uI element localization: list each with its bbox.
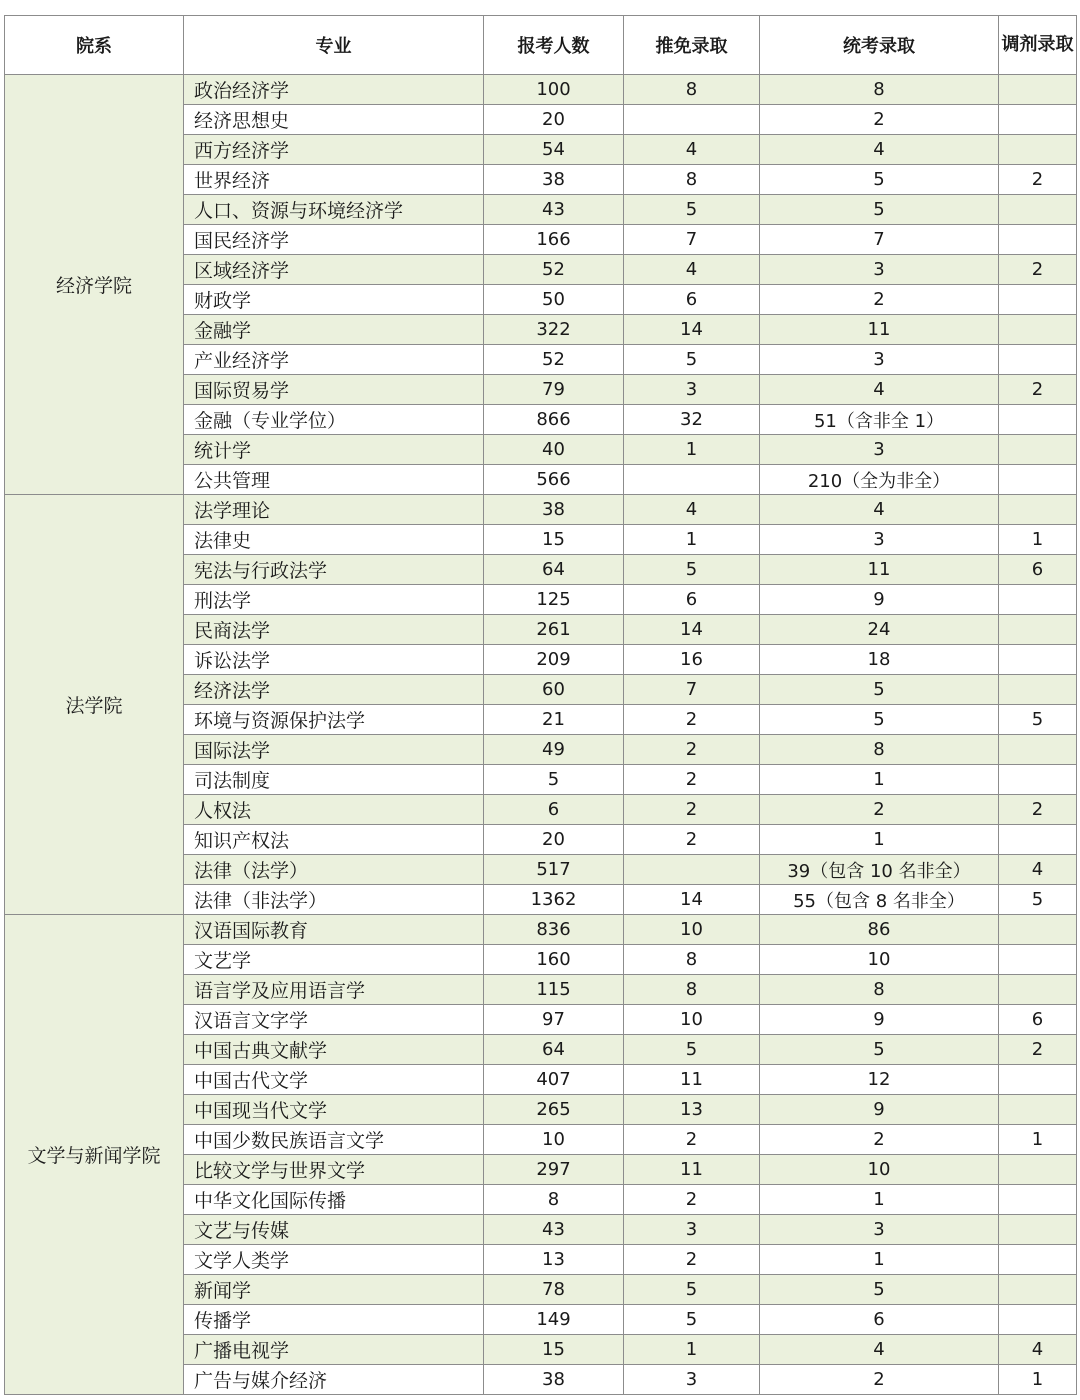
recommended-cell: 16 <box>624 645 760 675</box>
applicants-cell: 115 <box>484 975 624 1005</box>
major-cell: 世界经济 <box>184 165 484 195</box>
applicants-cell: 13 <box>484 1245 624 1275</box>
header-applicants: 报考人数 <box>484 16 624 75</box>
exam-cell: 5 <box>760 165 999 195</box>
applicants-cell: 836 <box>484 915 624 945</box>
major-cell: 法律史 <box>184 525 484 555</box>
transfer-cell <box>999 825 1077 855</box>
applicants-cell: 517 <box>484 855 624 885</box>
exam-cell: 4 <box>760 1335 999 1365</box>
major-cell: 法律（法学） <box>184 855 484 885</box>
dept-cell: 经济学院 <box>5 75 184 495</box>
exam-cell: 1 <box>760 765 999 795</box>
recommended-cell: 2 <box>624 765 760 795</box>
major-cell: 新闻学 <box>184 1275 484 1305</box>
recommended-cell: 3 <box>624 1215 760 1245</box>
recommended-cell: 1 <box>624 1335 760 1365</box>
exam-cell: 8 <box>760 975 999 1005</box>
exam-cell: 11 <box>760 555 999 585</box>
applicants-cell: 100 <box>484 75 624 105</box>
exam-cell: 39（包含 10 名非全） <box>760 855 999 885</box>
recommended-cell: 2 <box>624 1245 760 1275</box>
transfer-cell <box>999 1245 1077 1275</box>
transfer-cell <box>999 135 1077 165</box>
transfer-cell <box>999 645 1077 675</box>
recommended-cell: 4 <box>624 255 760 285</box>
table-row <box>5 495 1077 525</box>
transfer-cell <box>999 945 1077 975</box>
recommended-cell: 7 <box>624 675 760 705</box>
applicants-cell: 866 <box>484 405 624 435</box>
applicants-cell: 149 <box>484 1305 624 1335</box>
recommended-cell: 11 <box>624 1065 760 1095</box>
transfer-cell <box>999 735 1077 765</box>
major-cell: 法学理论 <box>184 495 484 525</box>
applicants-cell: 50 <box>484 285 624 315</box>
major-cell: 国民经济学 <box>184 225 484 255</box>
major-cell: 金融（专业学位） <box>184 405 484 435</box>
admissions-table <box>4 15 1077 1395</box>
major-cell: 环境与资源保护法学 <box>184 705 484 735</box>
exam-cell: 5 <box>760 1275 999 1305</box>
recommended-cell: 14 <box>624 315 760 345</box>
transfer-cell: 2 <box>999 165 1077 195</box>
applicants-cell: 60 <box>484 675 624 705</box>
transfer-cell <box>999 225 1077 255</box>
applicants-cell: 265 <box>484 1095 624 1125</box>
recommended-cell: 4 <box>624 135 760 165</box>
transfer-cell <box>999 105 1077 135</box>
transfer-cell <box>999 765 1077 795</box>
exam-cell: 3 <box>760 525 999 555</box>
applicants-cell: 78 <box>484 1275 624 1305</box>
major-cell: 公共管理 <box>184 465 484 495</box>
applicants-cell: 261 <box>484 615 624 645</box>
major-cell: 法律（非法学） <box>184 885 484 915</box>
major-cell: 区域经济学 <box>184 255 484 285</box>
major-cell: 政治经济学 <box>184 75 484 105</box>
exam-cell: 2 <box>760 1125 999 1155</box>
recommended-cell: 7 <box>624 225 760 255</box>
applicants-cell: 52 <box>484 345 624 375</box>
major-cell: 司法制度 <box>184 765 484 795</box>
applicants-cell: 43 <box>484 195 624 225</box>
recommended-cell <box>624 855 760 885</box>
recommended-cell: 14 <box>624 615 760 645</box>
recommended-cell <box>624 465 760 495</box>
applicants-cell: 15 <box>484 525 624 555</box>
recommended-cell: 5 <box>624 1275 760 1305</box>
exam-cell: 3 <box>760 1215 999 1245</box>
major-cell: 人口、资源与环境经济学 <box>184 195 484 225</box>
transfer-cell <box>999 1275 1077 1305</box>
recommended-cell: 2 <box>624 795 760 825</box>
transfer-cell <box>999 495 1077 525</box>
applicants-cell: 8 <box>484 1185 624 1215</box>
major-cell: 民商法学 <box>184 615 484 645</box>
major-cell: 文艺与传媒 <box>184 1215 484 1245</box>
transfer-cell: 1 <box>999 1365 1077 1395</box>
transfer-cell <box>999 405 1077 435</box>
table-row <box>5 75 1077 105</box>
exam-cell: 8 <box>760 75 999 105</box>
exam-cell: 5 <box>760 1035 999 1065</box>
major-cell: 西方经济学 <box>184 135 484 165</box>
applicants-cell: 54 <box>484 135 624 165</box>
transfer-cell <box>999 285 1077 315</box>
exam-cell: 2 <box>760 795 999 825</box>
applicants-cell: 43 <box>484 1215 624 1245</box>
transfer-cell <box>999 915 1077 945</box>
recommended-cell: 2 <box>624 735 760 765</box>
exam-cell: 12 <box>760 1065 999 1095</box>
applicants-cell: 21 <box>484 705 624 735</box>
recommended-cell: 8 <box>624 975 760 1005</box>
major-cell: 中国古代文学 <box>184 1065 484 1095</box>
transfer-cell <box>999 345 1077 375</box>
header-major: 专业 <box>184 16 484 75</box>
transfer-cell <box>999 1215 1077 1245</box>
transfer-cell <box>999 1305 1077 1335</box>
exam-cell: 1 <box>760 825 999 855</box>
major-cell: 广告与媒介经济 <box>184 1365 484 1395</box>
transfer-cell: 6 <box>999 555 1077 585</box>
major-cell: 产业经济学 <box>184 345 484 375</box>
applicants-cell: 38 <box>484 1365 624 1395</box>
major-cell: 中国现当代文学 <box>184 1095 484 1125</box>
major-cell: 财政学 <box>184 285 484 315</box>
transfer-cell <box>999 435 1077 465</box>
transfer-cell <box>999 615 1077 645</box>
applicants-cell: 5 <box>484 765 624 795</box>
exam-cell: 7 <box>760 225 999 255</box>
exam-cell: 24 <box>760 615 999 645</box>
transfer-cell: 6 <box>999 1005 1077 1035</box>
transfer-cell <box>999 1185 1077 1215</box>
recommended-cell: 3 <box>624 375 760 405</box>
major-cell: 国际贸易学 <box>184 375 484 405</box>
dept-cell: 法学院 <box>5 495 184 915</box>
applicants-cell: 10 <box>484 1125 624 1155</box>
applicants-cell: 1362 <box>484 885 624 915</box>
major-cell: 传播学 <box>184 1305 484 1335</box>
transfer-cell <box>999 315 1077 345</box>
recommended-cell: 8 <box>624 165 760 195</box>
recommended-cell: 5 <box>624 555 760 585</box>
recommended-cell: 5 <box>624 1305 760 1335</box>
exam-cell: 4 <box>760 375 999 405</box>
applicants-cell: 209 <box>484 645 624 675</box>
applicants-cell: 166 <box>484 225 624 255</box>
transfer-cell <box>999 675 1077 705</box>
major-cell: 知识产权法 <box>184 825 484 855</box>
exam-cell: 3 <box>760 255 999 285</box>
exam-cell: 9 <box>760 1095 999 1125</box>
exam-cell: 4 <box>760 135 999 165</box>
applicants-cell: 566 <box>484 465 624 495</box>
applicants-cell: 64 <box>484 1035 624 1065</box>
transfer-cell <box>999 975 1077 1005</box>
exam-cell: 8 <box>760 735 999 765</box>
recommended-cell: 6 <box>624 285 760 315</box>
major-cell: 统计学 <box>184 435 484 465</box>
transfer-cell: 2 <box>999 255 1077 285</box>
recommended-cell: 2 <box>624 1185 760 1215</box>
major-cell: 文学人类学 <box>184 1245 484 1275</box>
applicants-cell: 38 <box>484 495 624 525</box>
recommended-cell <box>624 105 760 135</box>
header-dept: 院系 <box>5 16 184 75</box>
applicants-cell: 38 <box>484 165 624 195</box>
exam-cell: 51（含非全 1） <box>760 405 999 435</box>
recommended-cell: 6 <box>624 585 760 615</box>
exam-cell: 10 <box>760 1155 999 1185</box>
header-row <box>5 16 1077 75</box>
exam-cell: 5 <box>760 675 999 705</box>
recommended-cell: 2 <box>624 1125 760 1155</box>
transfer-cell <box>999 1095 1077 1125</box>
applicants-cell: 322 <box>484 315 624 345</box>
recommended-cell: 2 <box>624 705 760 735</box>
major-cell: 汉语国际教育 <box>184 915 484 945</box>
major-cell: 诉讼法学 <box>184 645 484 675</box>
applicants-cell: 20 <box>484 105 624 135</box>
transfer-cell <box>999 75 1077 105</box>
exam-cell: 2 <box>760 285 999 315</box>
transfer-cell: 4 <box>999 1335 1077 1365</box>
exam-cell: 11 <box>760 315 999 345</box>
recommended-cell: 5 <box>624 1035 760 1065</box>
recommended-cell: 11 <box>624 1155 760 1185</box>
recommended-cell: 2 <box>624 825 760 855</box>
transfer-cell: 4 <box>999 855 1077 885</box>
exam-cell: 18 <box>760 645 999 675</box>
major-cell: 汉语言文字学 <box>184 1005 484 1035</box>
major-cell: 人权法 <box>184 795 484 825</box>
exam-cell: 1 <box>760 1185 999 1215</box>
transfer-cell: 2 <box>999 375 1077 405</box>
exam-cell: 4 <box>760 495 999 525</box>
recommended-cell: 5 <box>624 345 760 375</box>
recommended-cell: 10 <box>624 1005 760 1035</box>
major-cell: 经济思想史 <box>184 105 484 135</box>
header-transfer: 调剂录取 <box>999 16 1077 75</box>
exam-cell: 210（全为非全） <box>760 465 999 495</box>
exam-cell: 1 <box>760 1245 999 1275</box>
applicants-cell: 407 <box>484 1065 624 1095</box>
transfer-cell <box>999 1155 1077 1185</box>
major-cell: 广播电视学 <box>184 1335 484 1365</box>
transfer-cell <box>999 1065 1077 1095</box>
exam-cell: 55（包含 8 名非全） <box>760 885 999 915</box>
table-row <box>5 915 1077 945</box>
recommended-cell: 1 <box>624 435 760 465</box>
exam-cell: 2 <box>760 1365 999 1395</box>
recommended-cell: 3 <box>624 1365 760 1395</box>
exam-cell: 10 <box>760 945 999 975</box>
recommended-cell: 1 <box>624 525 760 555</box>
applicants-cell: 40 <box>484 435 624 465</box>
major-cell: 比较文学与世界文学 <box>184 1155 484 1185</box>
transfer-cell: 5 <box>999 705 1077 735</box>
transfer-cell: 1 <box>999 525 1077 555</box>
recommended-cell: 32 <box>624 405 760 435</box>
header-recommended: 推免录取 <box>624 16 760 75</box>
applicants-cell: 64 <box>484 555 624 585</box>
dept-cell: 文学与新闻学院 <box>5 915 184 1395</box>
applicants-cell: 79 <box>484 375 624 405</box>
major-cell: 国际法学 <box>184 735 484 765</box>
table-body <box>5 75 1077 1395</box>
major-cell: 刑法学 <box>184 585 484 615</box>
recommended-cell: 14 <box>624 885 760 915</box>
transfer-cell <box>999 465 1077 495</box>
major-cell: 中国古典文献学 <box>184 1035 484 1065</box>
major-cell: 经济法学 <box>184 675 484 705</box>
transfer-cell: 5 <box>999 885 1077 915</box>
exam-cell: 5 <box>760 195 999 225</box>
major-cell: 宪法与行政法学 <box>184 555 484 585</box>
exam-cell: 5 <box>760 705 999 735</box>
recommended-cell: 5 <box>624 195 760 225</box>
exam-cell: 9 <box>760 585 999 615</box>
exam-cell: 9 <box>760 1005 999 1035</box>
applicants-cell: 125 <box>484 585 624 615</box>
transfer-cell <box>999 195 1077 225</box>
exam-cell: 3 <box>760 435 999 465</box>
applicants-cell: 297 <box>484 1155 624 1185</box>
applicants-cell: 20 <box>484 825 624 855</box>
applicants-cell: 15 <box>484 1335 624 1365</box>
applicants-cell: 160 <box>484 945 624 975</box>
exam-cell: 6 <box>760 1305 999 1335</box>
applicants-cell: 49 <box>484 735 624 765</box>
recommended-cell: 8 <box>624 75 760 105</box>
major-cell: 中国少数民族语言文学 <box>184 1125 484 1155</box>
recommended-cell: 8 <box>624 945 760 975</box>
transfer-cell: 1 <box>999 1125 1077 1155</box>
applicants-cell: 52 <box>484 255 624 285</box>
recommended-cell: 13 <box>624 1095 760 1125</box>
major-cell: 语言学及应用语言学 <box>184 975 484 1005</box>
major-cell: 中华文化国际传播 <box>184 1185 484 1215</box>
major-cell: 金融学 <box>184 315 484 345</box>
major-cell: 文艺学 <box>184 945 484 975</box>
recommended-cell: 4 <box>624 495 760 525</box>
applicants-cell: 6 <box>484 795 624 825</box>
recommended-cell: 10 <box>624 915 760 945</box>
exam-cell: 2 <box>760 105 999 135</box>
exam-cell: 3 <box>760 345 999 375</box>
applicants-cell: 97 <box>484 1005 624 1035</box>
transfer-cell: 2 <box>999 1035 1077 1065</box>
transfer-cell: 2 <box>999 795 1077 825</box>
header-exam: 统考录取 <box>760 16 999 75</box>
transfer-cell <box>999 585 1077 615</box>
exam-cell: 86 <box>760 915 999 945</box>
